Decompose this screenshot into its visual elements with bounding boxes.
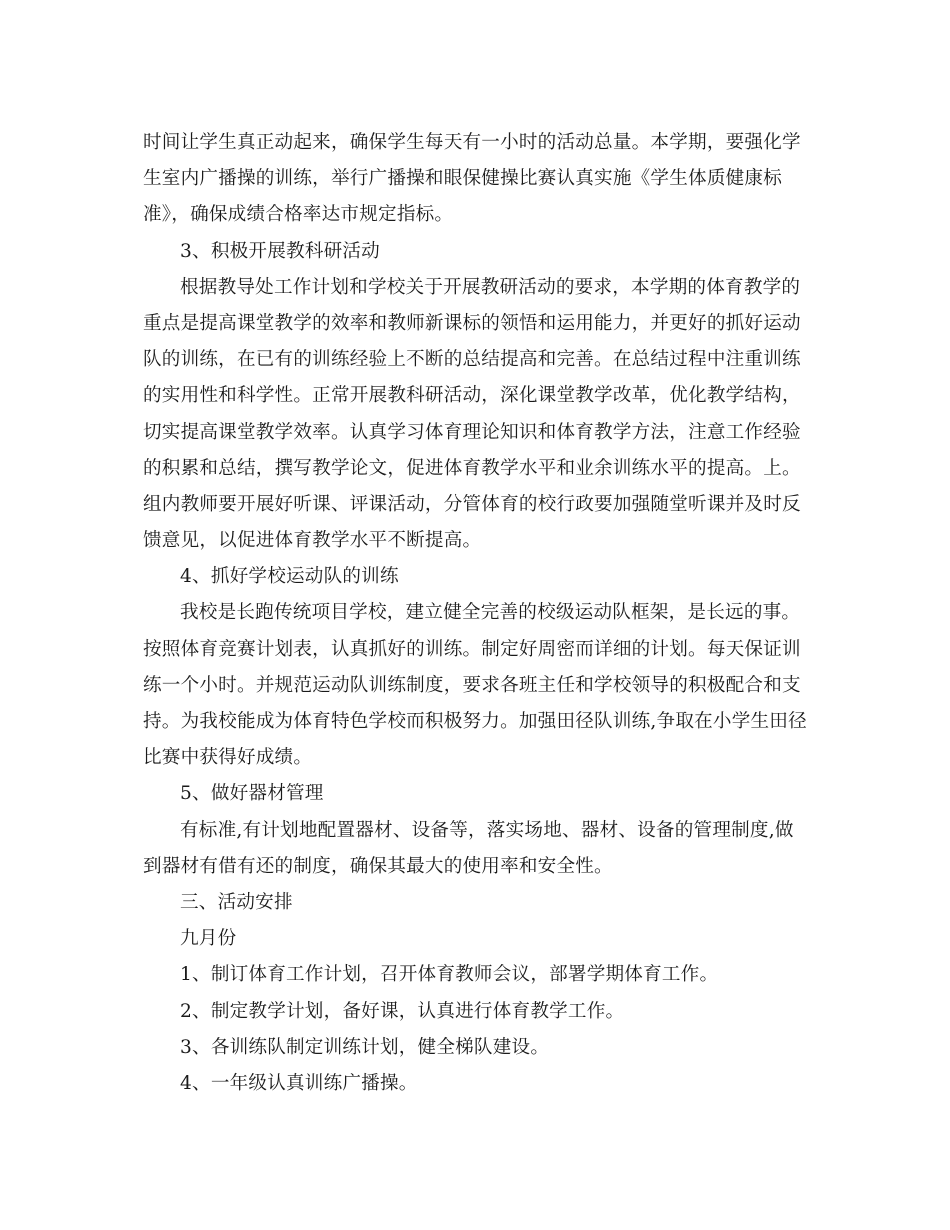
text-line: 3、各训练队制定训练计划，健全梯队建设。 xyxy=(180,1036,550,1058)
text-line: 持。为我校能成为体育特色学校而积极努力。加强田径队训练,争取在小学生田径 xyxy=(143,711,807,732)
text-line: 组内教师要开展好听课、评课活动，分管体育的校行政要加强随堂听课并及时反 xyxy=(143,493,801,515)
text-line: 4、一年级认真训练广播操。 xyxy=(180,1072,418,1094)
text-line: 的实用性和科学性。正常开展教科研活动，深化课堂教学改革，优化教学结构， xyxy=(143,385,801,407)
text-line: 1、制订体育工作计划，召开体育教师会议，部署学期体育工作。 xyxy=(180,964,719,986)
text-line: 5、做好器材管理 xyxy=(180,783,324,805)
text-line: 比赛中获得好成绩。 xyxy=(143,747,313,769)
text-line: 切实提高课堂教学效率。认真学习体育理论知识和体育教学方法，注意工作经验 xyxy=(143,421,801,443)
text-line: 4、抓好学校运动队的训练 xyxy=(180,566,399,588)
text-line: 队的训练，在已有的训练经验上不断的总结提高和完善。在总结过程中注重训练 xyxy=(143,349,801,371)
text-line: 到器材有借有还的制度，确保其最大的使用率和安全性。 xyxy=(143,855,613,877)
text-line: 练一个小时。并规范运动队训练制度，要求各班主任和学校领导的积极配合和支 xyxy=(143,674,801,696)
text-line: 馈意见，以促进体育教学水平不断提高。 xyxy=(143,530,482,552)
document-body xyxy=(143,125,808,1102)
text-line: 根据教导处工作计划和学校关于开展教研活动的要求，本学期的体育教学的 xyxy=(180,276,801,298)
text-line: 按照体育竞赛计划表，认真抓好的训练。制定好周密而详细的计划。每天保证训 xyxy=(143,638,801,660)
text-line: 生室内广播操的训练，举行广播操和眼保健操比赛认真实施《学生体质健康标 xyxy=(143,168,782,190)
text-line: 重点是提高课堂教学的效率和教师新课标的领悟和运用能力，并更好的抓好运动 xyxy=(143,312,801,334)
text-line: 三、活动安排 xyxy=(180,891,293,913)
text-line: 时间让学生真正动起来，确保学生每天有一小时的活动总量。本学期，要强化学 xyxy=(143,132,801,153)
text-line: 准》，确保成绩合格率达市规定指标。 xyxy=(143,204,454,226)
text-line: 的积累和总结，撰写教学论文，促进体育教学水平和业余训练水平的提高。上。 xyxy=(143,457,801,479)
text-line: 我校是长跑传统项目学校，建立健全完善的校级运动队框架，是长远的事。 xyxy=(180,602,801,624)
text-line: 3、积极开展教科研活动 xyxy=(180,240,380,262)
text-line: 有标准,有计划地配置器材、设备等，落实场地、器材、设备的管理制度,做 xyxy=(180,819,794,841)
text-line: 2、制定教学计划，备好课，认真进行体育教学工作。 xyxy=(180,1000,625,1022)
text-line: 九月份 xyxy=(180,928,237,950)
